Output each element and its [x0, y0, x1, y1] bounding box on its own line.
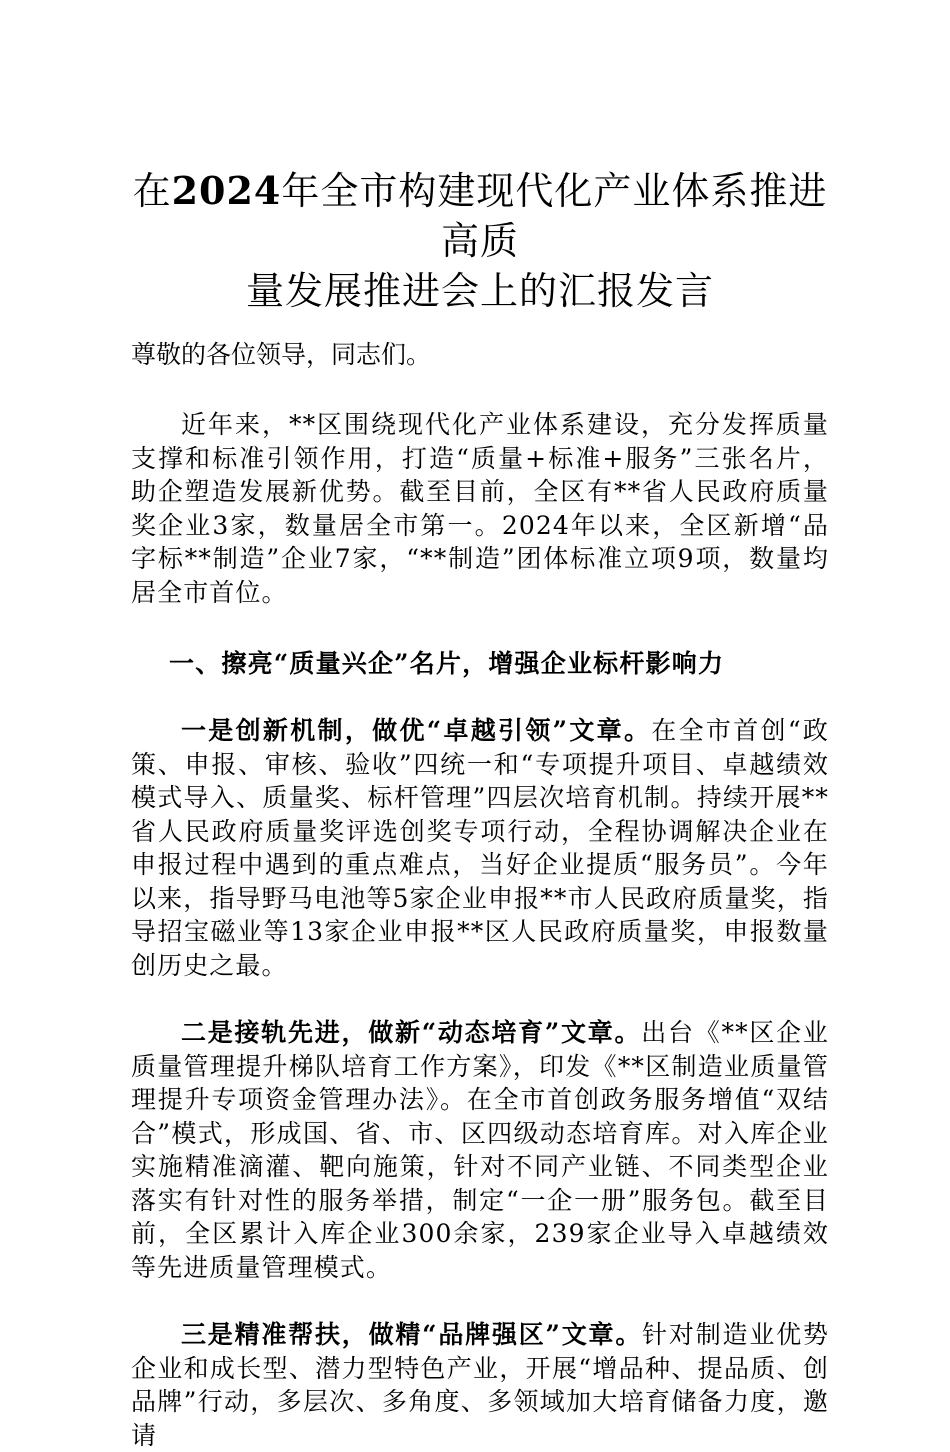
paragraph-3-lead: 三是精准帮扶，做精“品牌强区”文章。: [181, 1320, 643, 1349]
paragraph-3-text: 针对制造业优势企业和成长型、潜力型特色产业，开展“增品种、提品质、创品牌”行动，多层次、多角度、多领域加大培育储备力度，邀请: [131, 1320, 830, 1450]
paragraph-2: [131, 1016, 829, 1284]
title-line1-rest: 年全市构建现代化产业体系推进高质: [281, 169, 828, 263]
greeting: 尊敬的各位领导，同志们。: [131, 340, 432, 369]
paragraph-1: [131, 714, 829, 982]
paragraph-3: [131, 1318, 829, 1452]
intro-paragraph: 近年来，**区围绕现代化产业体系建设，充分发挥质量支撑和标准引领作用，打造“质量+标准+服务”三张名片，助企塑造发展新优势。截至目前，全区有**省人民政府质量奖企业3家，数量居全市第一。2024年以来，全区新增“品字标**制造”企业7家，“**制造”团体标准立项9项，数量均居全市首位。: [131, 410, 829, 607]
paragraph-2-text: 出台《**区企业质量管理提升梯队培育工作方案》，印发《**区制造业质量管理提升专项资金管理办法》。在全市首创政务服务增值“双结合”模式，形成国、省、市、区四级动态培育库。对入库企业实施精准滴灌、靶向施策，针对不同产业链、不同类型企业落实有针对性的服务举措，制定“一企一册”服务包。截至目前，全区累计入库企业300余家，239家企业导入卓越绩效等先进质量管理模式。: [131, 1018, 829, 1282]
title-year: 2024: [171, 168, 282, 213]
title-line-1: [131, 166, 829, 266]
paragraph-2-lead: 二是接轨先进，做新“动态培育”文章。: [181, 1018, 642, 1047]
title-line-2: 量发展推进会上的汇报发言: [245, 269, 714, 313]
title-prefix: 在: [132, 169, 172, 213]
paragraph-1-lead: 一是创新机制，做优“卓越引领”文章。: [181, 716, 652, 745]
section-heading-1: 一、擦亮“质量兴企”名片，增强企业标杆影响力: [169, 649, 725, 678]
document-title: [131, 166, 829, 316]
paragraph-1-text: 在全市首创“政策、申报、审核、验收”四统一和“专项提升项目、卓越绩效模式导入、质量奖、标杆管理”四层次培育机制。持续开展**省人民政府质量奖评选创奖专项行动，全程协调解决企业在申报过程中遇到的重点难点，当好企业提质“服务员”。今年以来，指导野马电池等5家企业申报**市人民政府质量奖，指导招宝磁业等13家企业申报**区人民政府质量奖，申报数量创历史之最。: [131, 716, 830, 980]
